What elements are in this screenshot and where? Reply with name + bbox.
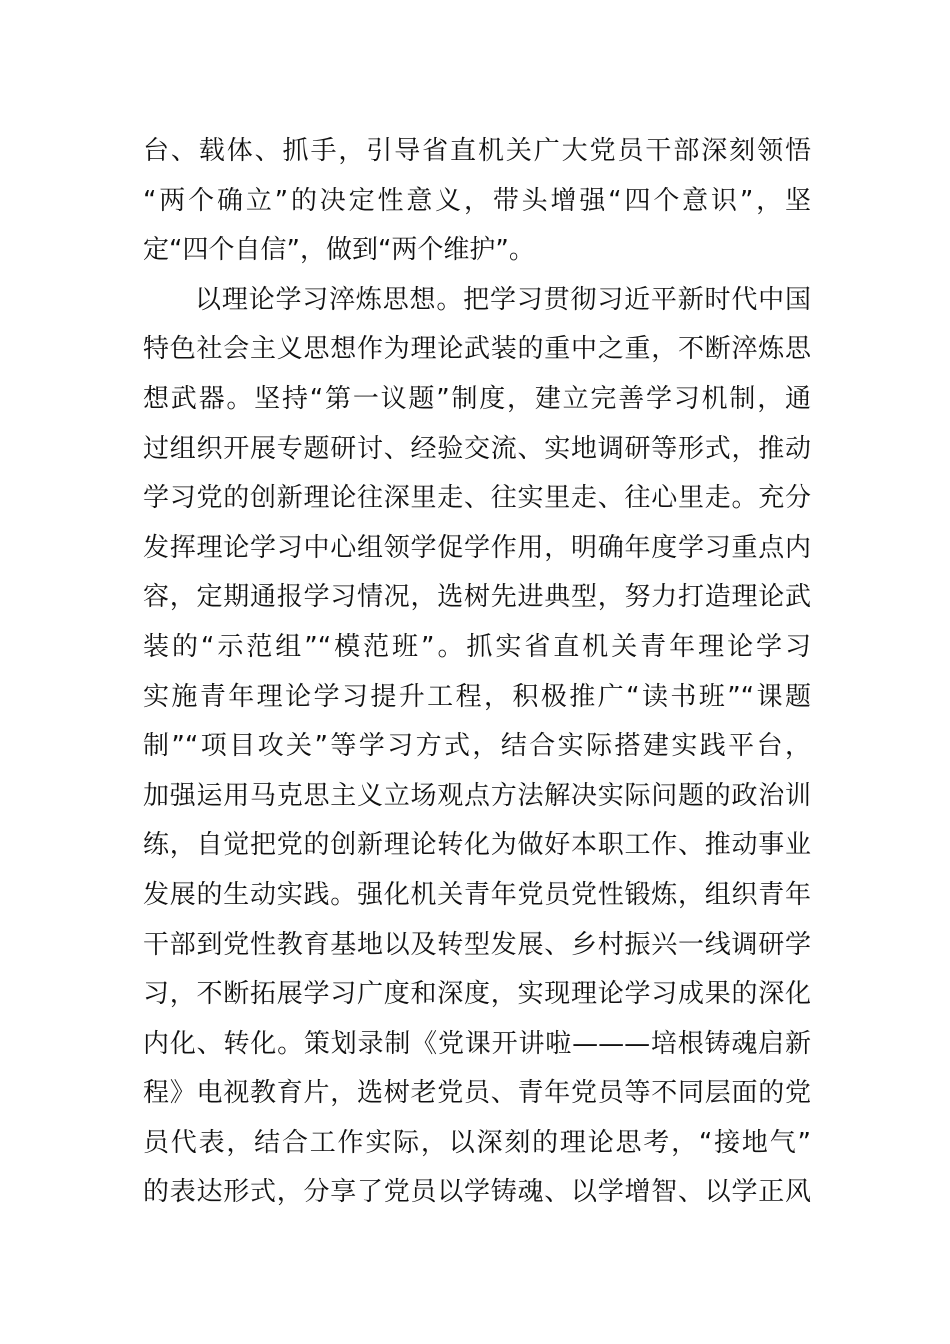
text-line: 装的“示范组”“模范班”。抓实省直机关青年理论学习 bbox=[143, 631, 811, 662]
text-line: 员代表，结合工作实际，以深刻的理论思考，“接地气” bbox=[143, 1127, 811, 1158]
text-line: 台、载体、抓手，引导省直机关广大党员干部深刻领悟 bbox=[143, 136, 811, 166]
text-line: 练，自觉把党的创新理论转化为做好本职工作、推动事业 bbox=[143, 830, 811, 861]
text-line: 以理论学习淬炼思想。把学习贯彻习近平新时代中国 bbox=[195, 284, 811, 315]
paragraph-2 bbox=[143, 276, 811, 1218]
text-line: 容，定期通报学习情况，选树先进典型，努力打造理论武 bbox=[143, 582, 811, 613]
text-line: 发挥理论学习中心组领学促学作用，明确年度学习重点内 bbox=[143, 532, 811, 563]
text-line: 内化、转化。策划录制《党课开讲啦———培根铸魂启新 bbox=[143, 1028, 811, 1059]
text-line: 想武器。坚持“第一议题”制度，建立完善学习机制，通 bbox=[143, 383, 811, 414]
text-line: 学习党的创新理论往深里走、往实里走、往心里走。充分 bbox=[143, 483, 811, 514]
text-line: 干部到党性教育基地以及转型发展、乡村振兴一线调研学 bbox=[143, 929, 811, 960]
text-line: 加强运用马克思主义立场观点方法解决实际问题的政治训 bbox=[143, 780, 811, 811]
text-line: 的表达形式，分享了党员以学铸魂、以学增智、以学正风 bbox=[143, 1177, 811, 1208]
document-body bbox=[143, 127, 811, 1218]
text-line: 制”“项目攻关”等学习方式，结合实际搭建实践平台， bbox=[143, 731, 811, 762]
text-line: 过组织开展专题研讨、经验交流、实地调研等形式，推动 bbox=[143, 433, 811, 464]
text-line: 程》电视教育片，选树老党员、青年党员等不同层面的党 bbox=[143, 1078, 811, 1109]
text-line: 定“四个自信”，做到“两个维护”。 bbox=[143, 235, 535, 266]
text-line: 实施青年理论学习提升工程，积极推广“读书班”“课题 bbox=[143, 681, 811, 712]
text-line: “两个确立”的决定性意义，带头增强“四个意识”，坚 bbox=[143, 185, 811, 216]
paragraph-1 bbox=[143, 127, 811, 276]
text-line: 习，不断拓展学习广度和深度，实现理论学习成果的深化 bbox=[143, 979, 811, 1010]
text-line: 特色社会主义思想作为理论武装的重中之重，不断淬炼思 bbox=[143, 334, 811, 365]
text-line: 发展的生动实践。强化机关青年党员党性锻炼，组织青年 bbox=[143, 879, 811, 910]
